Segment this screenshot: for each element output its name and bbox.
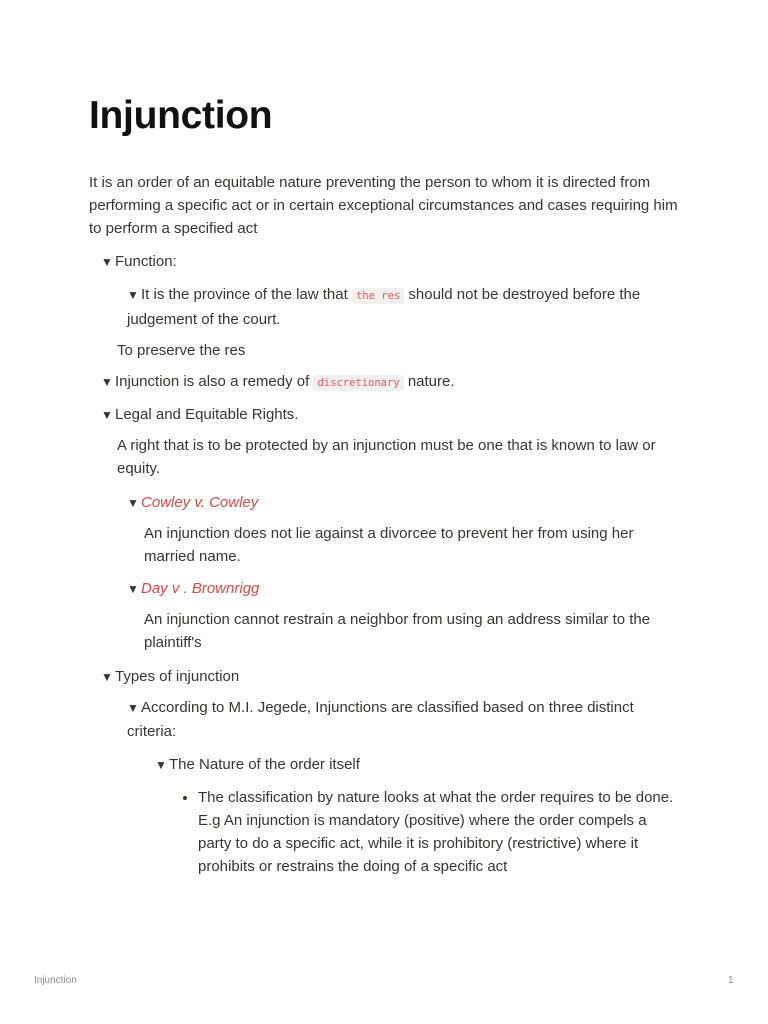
toggle-triangle-icon[interactable]: ▼ — [127, 496, 139, 510]
nature-label: The Nature of the order itself — [169, 756, 360, 773]
toggle-triangle-icon[interactable]: ▼ — [127, 701, 139, 715]
toggle-triangle-icon[interactable]: ▼ — [155, 758, 167, 772]
page-number: 1 — [728, 975, 734, 986]
case-cowley-text: An injunction does not lie against a divorcee to prevent her from using her married name. — [144, 525, 634, 565]
toggle-province[interactable] — [127, 283, 687, 331]
intro-paragraph: It is an order of an equitable nature preventing the person to whom it is directed from performing a specific act or in certain exceptional circumstances and cases requiring him to perform a specified act — [89, 174, 678, 237]
toggle-triangle-icon[interactable]: ▼ — [101, 670, 113, 684]
toggle-triangle-icon[interactable]: ▼ — [127, 582, 139, 596]
types-label: Types of injunction — [115, 668, 240, 685]
case-citation-cowley[interactable]: Cowley v. Cowley — [141, 494, 259, 511]
case-day-text: An injunction cannot restrain a neighbor from using an address similar to the plaintiff's — [144, 611, 651, 651]
legal-rights-text: A right that is to be protected by an injunction must be one that is known to law or equity. — [117, 437, 656, 477]
toggle-triangle-icon[interactable]: ▼ — [101, 255, 113, 269]
inline-code-discretionary: discretionary — [313, 375, 403, 391]
nature-bullet-list — [180, 786, 675, 878]
province-text-pre: It is the province of the law that — [141, 286, 348, 303]
jegede-text: According to M.I. Jegede, Injunctions are classified based on three distinct criteria: — [127, 699, 634, 740]
remedy-text-post: nature. — [407, 373, 455, 390]
province-text-post: should not be destroyed before the judgement of the court. — [127, 286, 641, 328]
footer-title: Injunction — [34, 975, 77, 986]
toggle-jegede[interactable] — [127, 696, 687, 743]
toggle-triangle-icon[interactable]: ▼ — [127, 288, 139, 302]
toggle-function-label: Function: — [115, 253, 177, 270]
toggle-legal-rights[interactable] — [101, 403, 298, 427]
toggle-remedy[interactable] — [101, 370, 455, 395]
toggle-function[interactable] — [101, 250, 177, 274]
toggle-triangle-icon[interactable]: ▼ — [101, 375, 113, 389]
list-item: • The classification by nature looks at what the order requires to be done. E.g An injunction is mandatory (positive) where the order compels a party to do a specific act, while it is prohibitory (restrictive) where it prohibits or restrains the doing of a specific act — [198, 786, 675, 878]
remedy-text-pre: Injunction is also a remedy of — [115, 373, 310, 390]
legal-rights-label: Legal and Equitable Rights. — [115, 406, 299, 423]
page-title: Injunction — [89, 94, 273, 137]
toggle-nature[interactable] — [155, 753, 360, 777]
toggle-triangle-icon[interactable]: ▼ — [101, 408, 113, 422]
toggle-case-day[interactable] — [127, 577, 259, 601]
case-citation-day[interactable]: Day v . Brownrigg — [141, 580, 260, 597]
toggle-types[interactable] — [101, 665, 239, 689]
inline-code-the-res: the res — [352, 288, 404, 304]
toggle-case-cowley[interactable] — [127, 491, 258, 515]
preserve-res-text: To preserve the res — [117, 342, 246, 359]
